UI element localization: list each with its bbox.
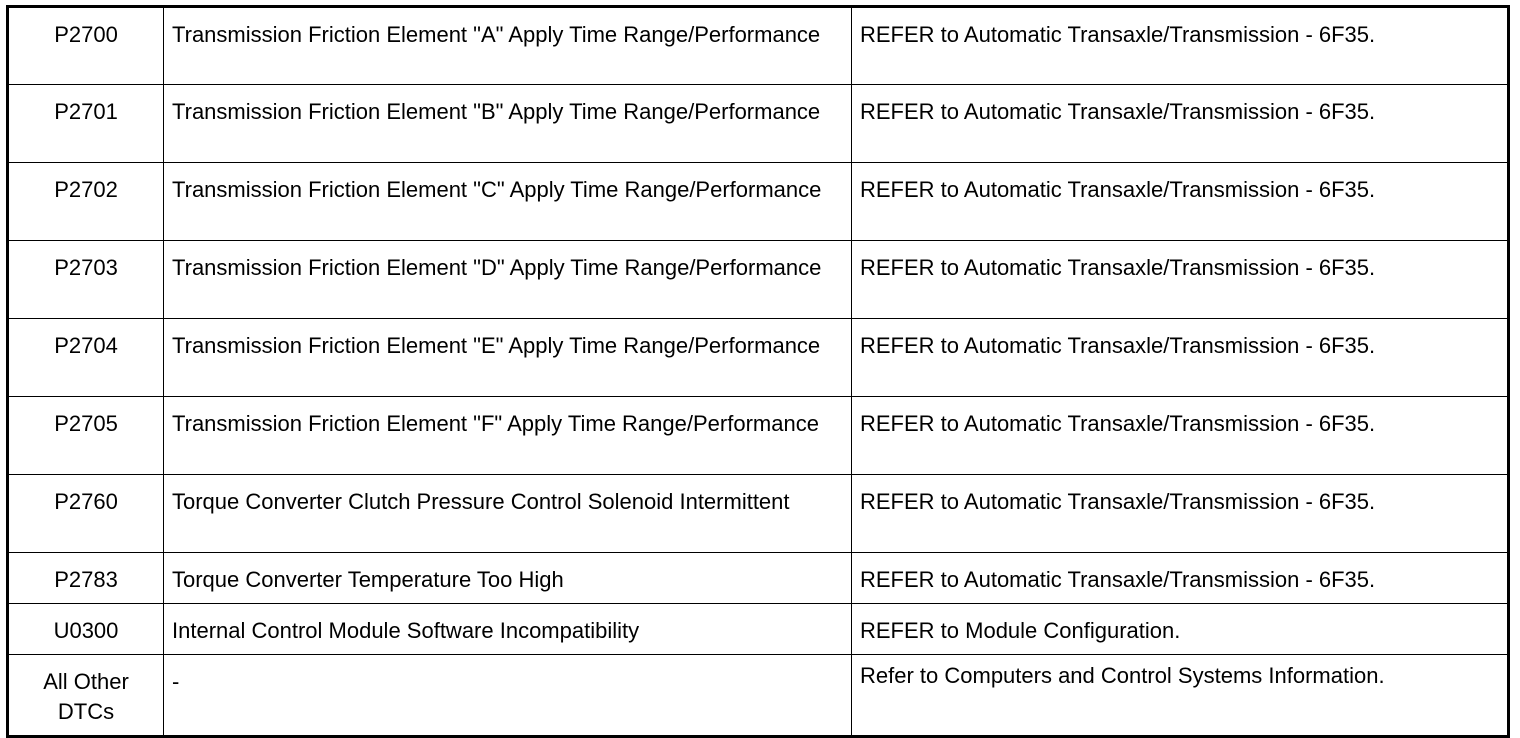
table-row	[8, 7, 1509, 85]
table-row	[8, 241, 1509, 319]
dtc-action-cell: Refer to Computers and Control Systems Information.	[852, 655, 1509, 737]
dtc-action-cell: REFER to Automatic Transaxle/Transmission - 6F35.	[852, 397, 1509, 475]
dtc-code-cell: P2704	[8, 319, 164, 397]
table-row	[8, 553, 1509, 604]
dtc-action-cell: REFER to Automatic Transaxle/Transmission - 6F35.	[852, 241, 1509, 319]
table-row	[8, 85, 1509, 163]
table-row	[8, 319, 1509, 397]
dtc-code-cell: P2702	[8, 163, 164, 241]
dtc-action-cell: REFER to Automatic Transaxle/Transmission - 6F35.	[852, 7, 1509, 85]
dtc-action-cell: REFER to Automatic Transaxle/Transmission - 6F35.	[852, 163, 1509, 241]
dtc-description-cell: Transmission Friction Element "A" Apply Time Range/Performance	[164, 7, 852, 85]
table-row	[8, 604, 1509, 655]
dtc-description-cell: Internal Control Module Software Incompatibility	[164, 604, 852, 655]
dtc-description-cell: Transmission Friction Element "D" Apply Time Range/Performance	[164, 241, 852, 319]
dtc-code-cell: P2760	[8, 475, 164, 553]
dtc-table	[6, 5, 1510, 738]
dtc-code-cell: P2783	[8, 553, 164, 604]
dtc-code-cell: U0300	[8, 604, 164, 655]
dtc-action-cell: REFER to Automatic Transaxle/Transmission - 6F35.	[852, 475, 1509, 553]
table-row	[8, 475, 1509, 553]
dtc-description-cell: Torque Converter Temperature Too High	[164, 553, 852, 604]
dtc-code-cell: P2701	[8, 85, 164, 163]
table-row	[8, 163, 1509, 241]
dtc-action-cell: REFER to Automatic Transaxle/Transmission - 6F35.	[852, 553, 1509, 604]
dtc-action-cell: REFER to Module Configuration.	[852, 604, 1509, 655]
dtc-description-cell: Torque Converter Clutch Pressure Control Solenoid Intermittent	[164, 475, 852, 553]
dtc-action-cell: REFER to Automatic Transaxle/Transmission - 6F35.	[852, 85, 1509, 163]
dtc-description-cell: Transmission Friction Element "E" Apply Time Range/Performance	[164, 319, 852, 397]
dtc-action-cell: REFER to Automatic Transaxle/Transmission - 6F35.	[852, 319, 1509, 397]
dtc-code-cell: P2703	[8, 241, 164, 319]
table-row	[8, 655, 1509, 737]
dtc-code-cell: All Other DTCs	[8, 655, 164, 737]
dtc-description-cell: Transmission Friction Element "F" Apply Time Range/Performance	[164, 397, 852, 475]
dtc-description-cell: Transmission Friction Element "C" Apply Time Range/Performance	[164, 163, 852, 241]
dtc-description-cell: Transmission Friction Element "B" Apply Time Range/Performance	[164, 85, 852, 163]
dtc-description-cell: -	[164, 655, 852, 737]
dtc-code-cell: P2700	[8, 7, 164, 85]
dtc-code-cell: P2705	[8, 397, 164, 475]
table-row	[8, 397, 1509, 475]
